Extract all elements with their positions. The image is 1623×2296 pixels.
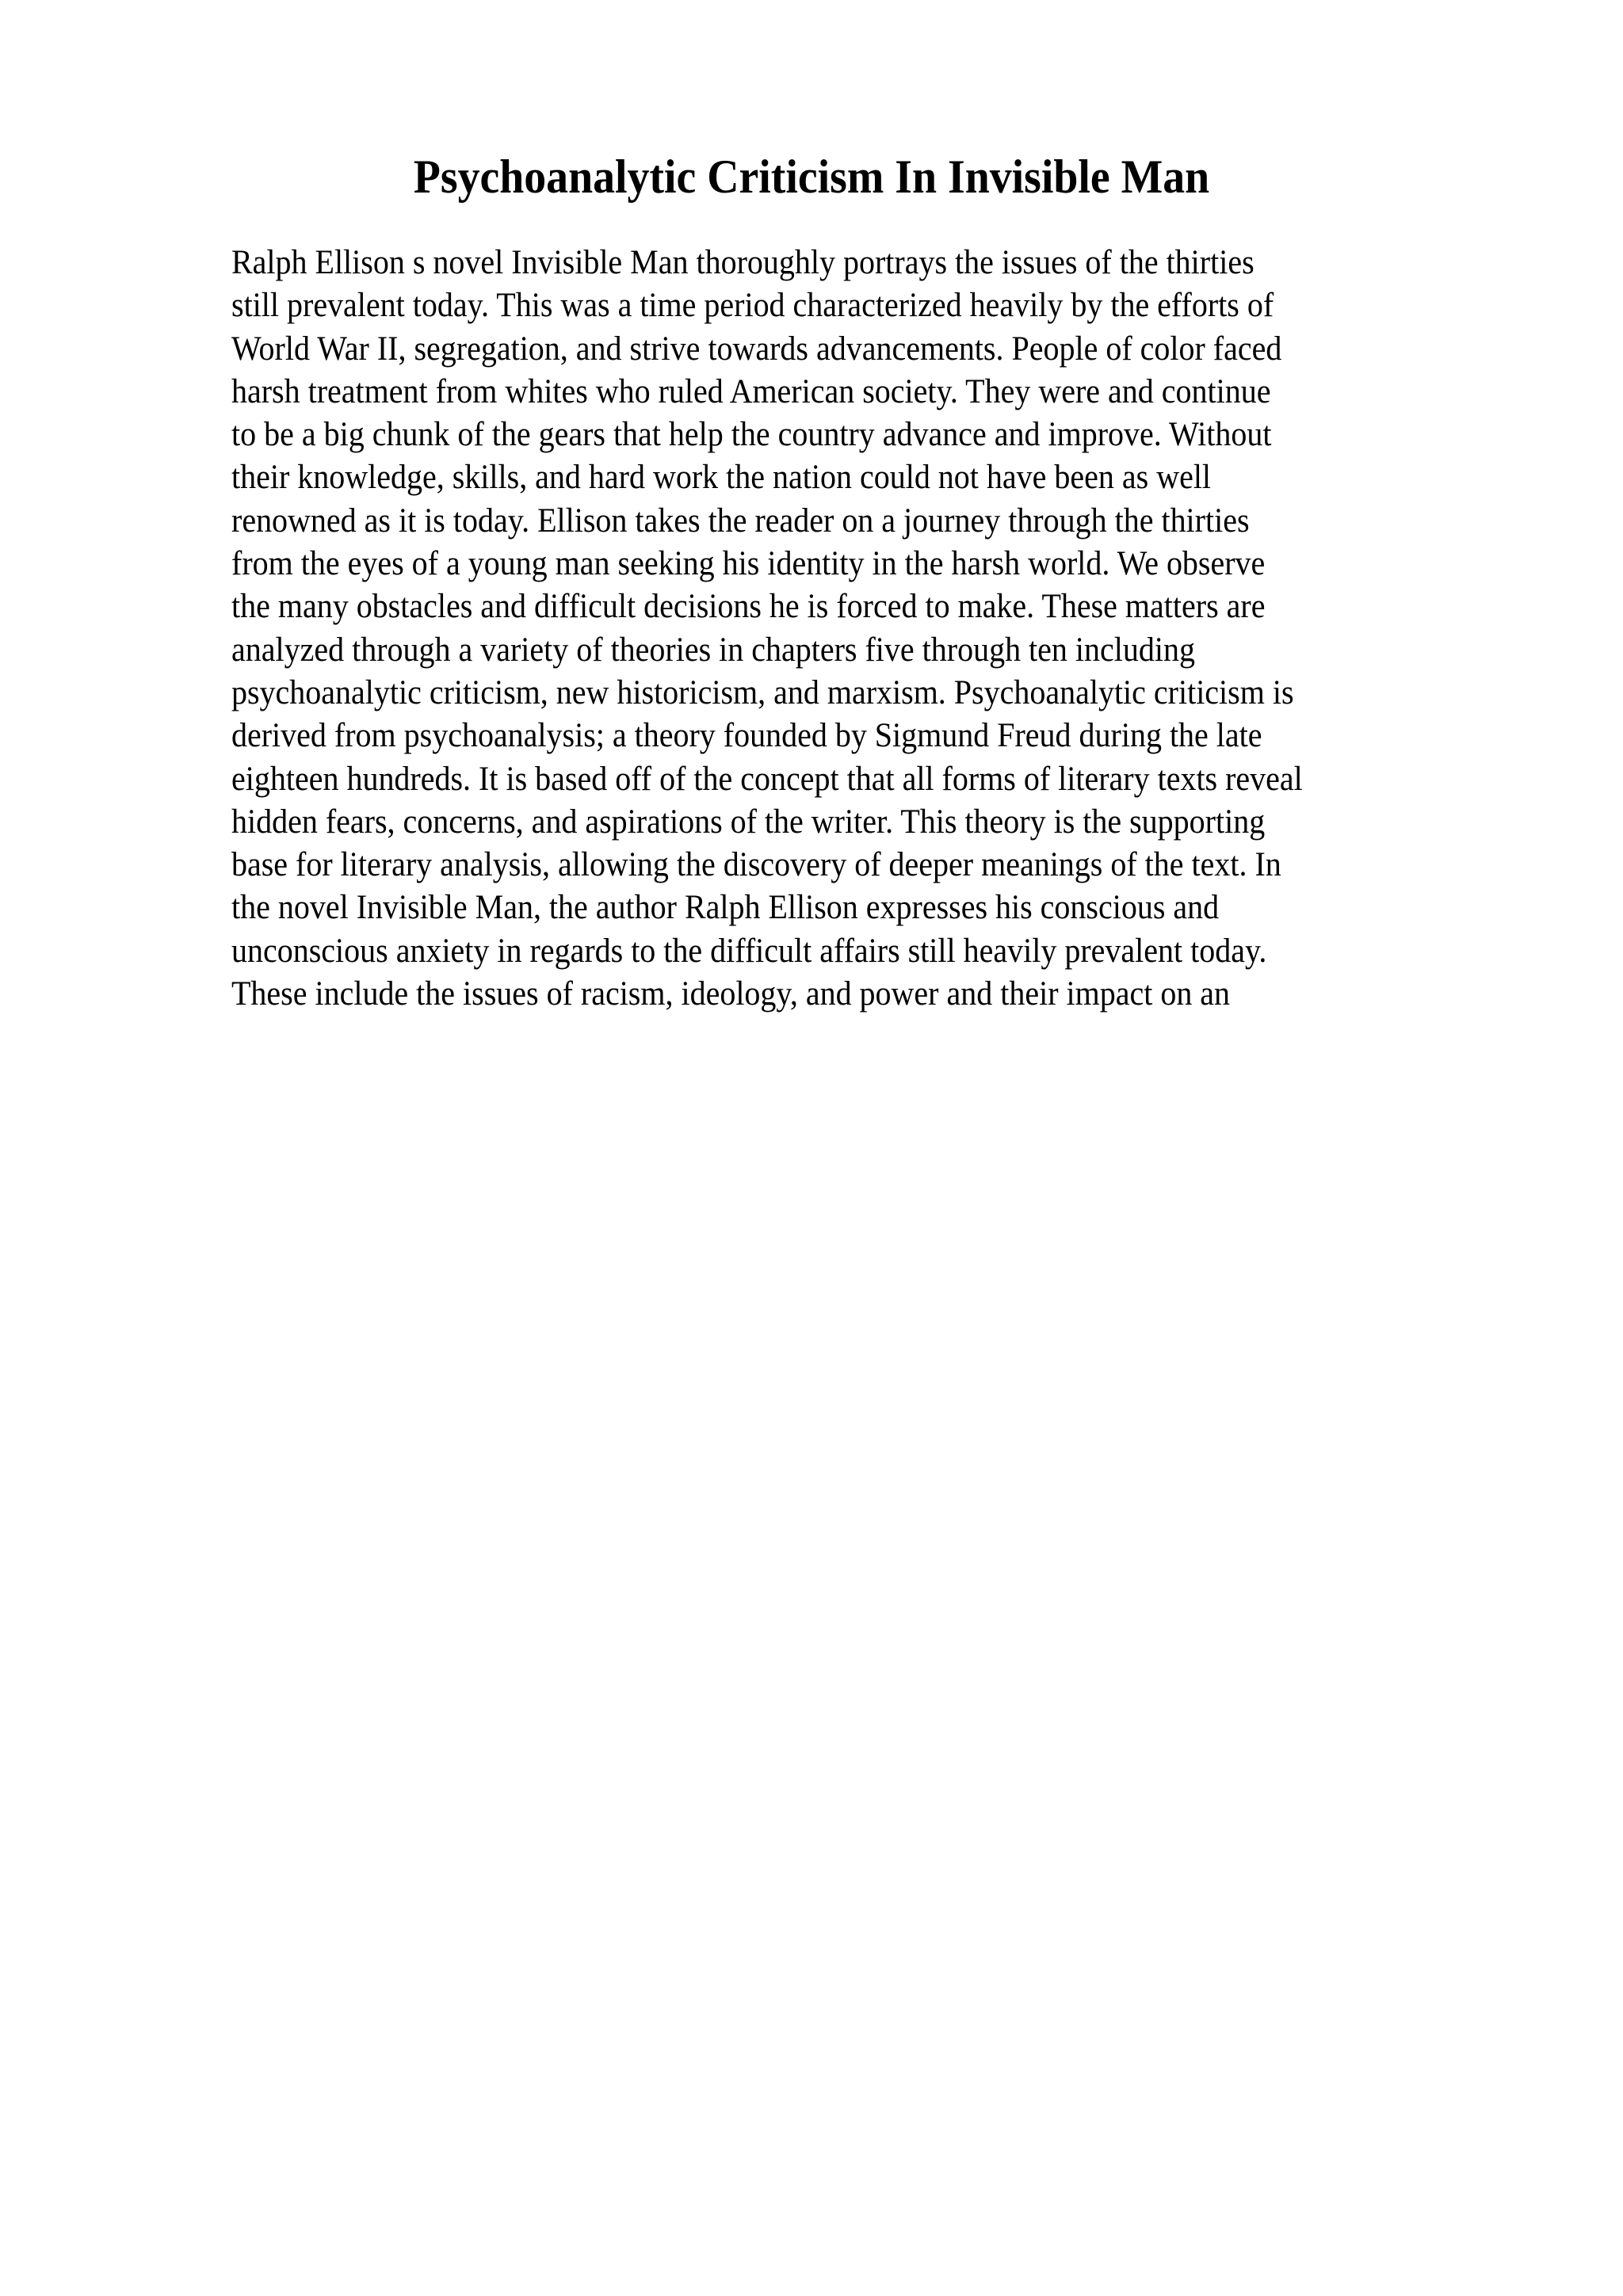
body-line: renowned as it is today. Ellison takes the reader on a journey through the thirties xyxy=(231,502,1250,540)
body-line: to be a big chunk of the gears that help the country advance and improve. Without xyxy=(231,416,1272,454)
body-line: their knowledge, skills, and hard work the nation could not have been as well xyxy=(231,459,1212,497)
body-line: analyzed through a variety of theories in chapters five through ten including xyxy=(231,631,1195,669)
body-line: derived from psychoanalysis; a theory founded by Sigmund Freud during the late xyxy=(231,717,1262,755)
body-line: World War II, segregation, and strive towards advancements. People of color faced xyxy=(231,330,1282,368)
document-title: Psychoanalytic Criticism In Invisible Man xyxy=(413,151,1210,203)
body-line: from the eyes of a young man seeking his identity in the harsh world. We observe xyxy=(231,545,1266,583)
body-line: base for literary analysis, allowing the discovery of deeper meanings of the text. In xyxy=(231,846,1281,884)
body-line: the many obstacles and difficult decisions he is forced to make. These matters are xyxy=(231,588,1266,626)
body-line: unconscious anxiety in regards to the difficult affairs still heavily prevalent today. xyxy=(231,932,1267,970)
body-line: still prevalent today. This was a time period characterized heavily by the efforts of xyxy=(231,287,1274,325)
body-line: hidden fears, concerns, and aspirations of the writer. This theory is the supporting xyxy=(231,803,1266,841)
body-line: the novel Invisible Man, the author Ralph Ellison expresses his conscious and xyxy=(231,889,1220,927)
body-line: These include the issues of racism, ideology, and power and their impact on an xyxy=(231,975,1231,1013)
body-line: harsh treatment from whites who ruled American society. They were and continue xyxy=(231,372,1271,410)
body-line: Ralph Ellison s novel Invisible Man thoroughly portrays the issues of the thirties xyxy=(231,244,1254,281)
body-line: psychoanalytic criticism, new historicism, and marxism. Psychoanalytic criticism is xyxy=(231,673,1294,711)
body-line: eighteen hundreds. It is based off of the concept that all forms of literary texts reveal xyxy=(231,760,1303,798)
document-body-paragraph xyxy=(231,242,1579,1016)
